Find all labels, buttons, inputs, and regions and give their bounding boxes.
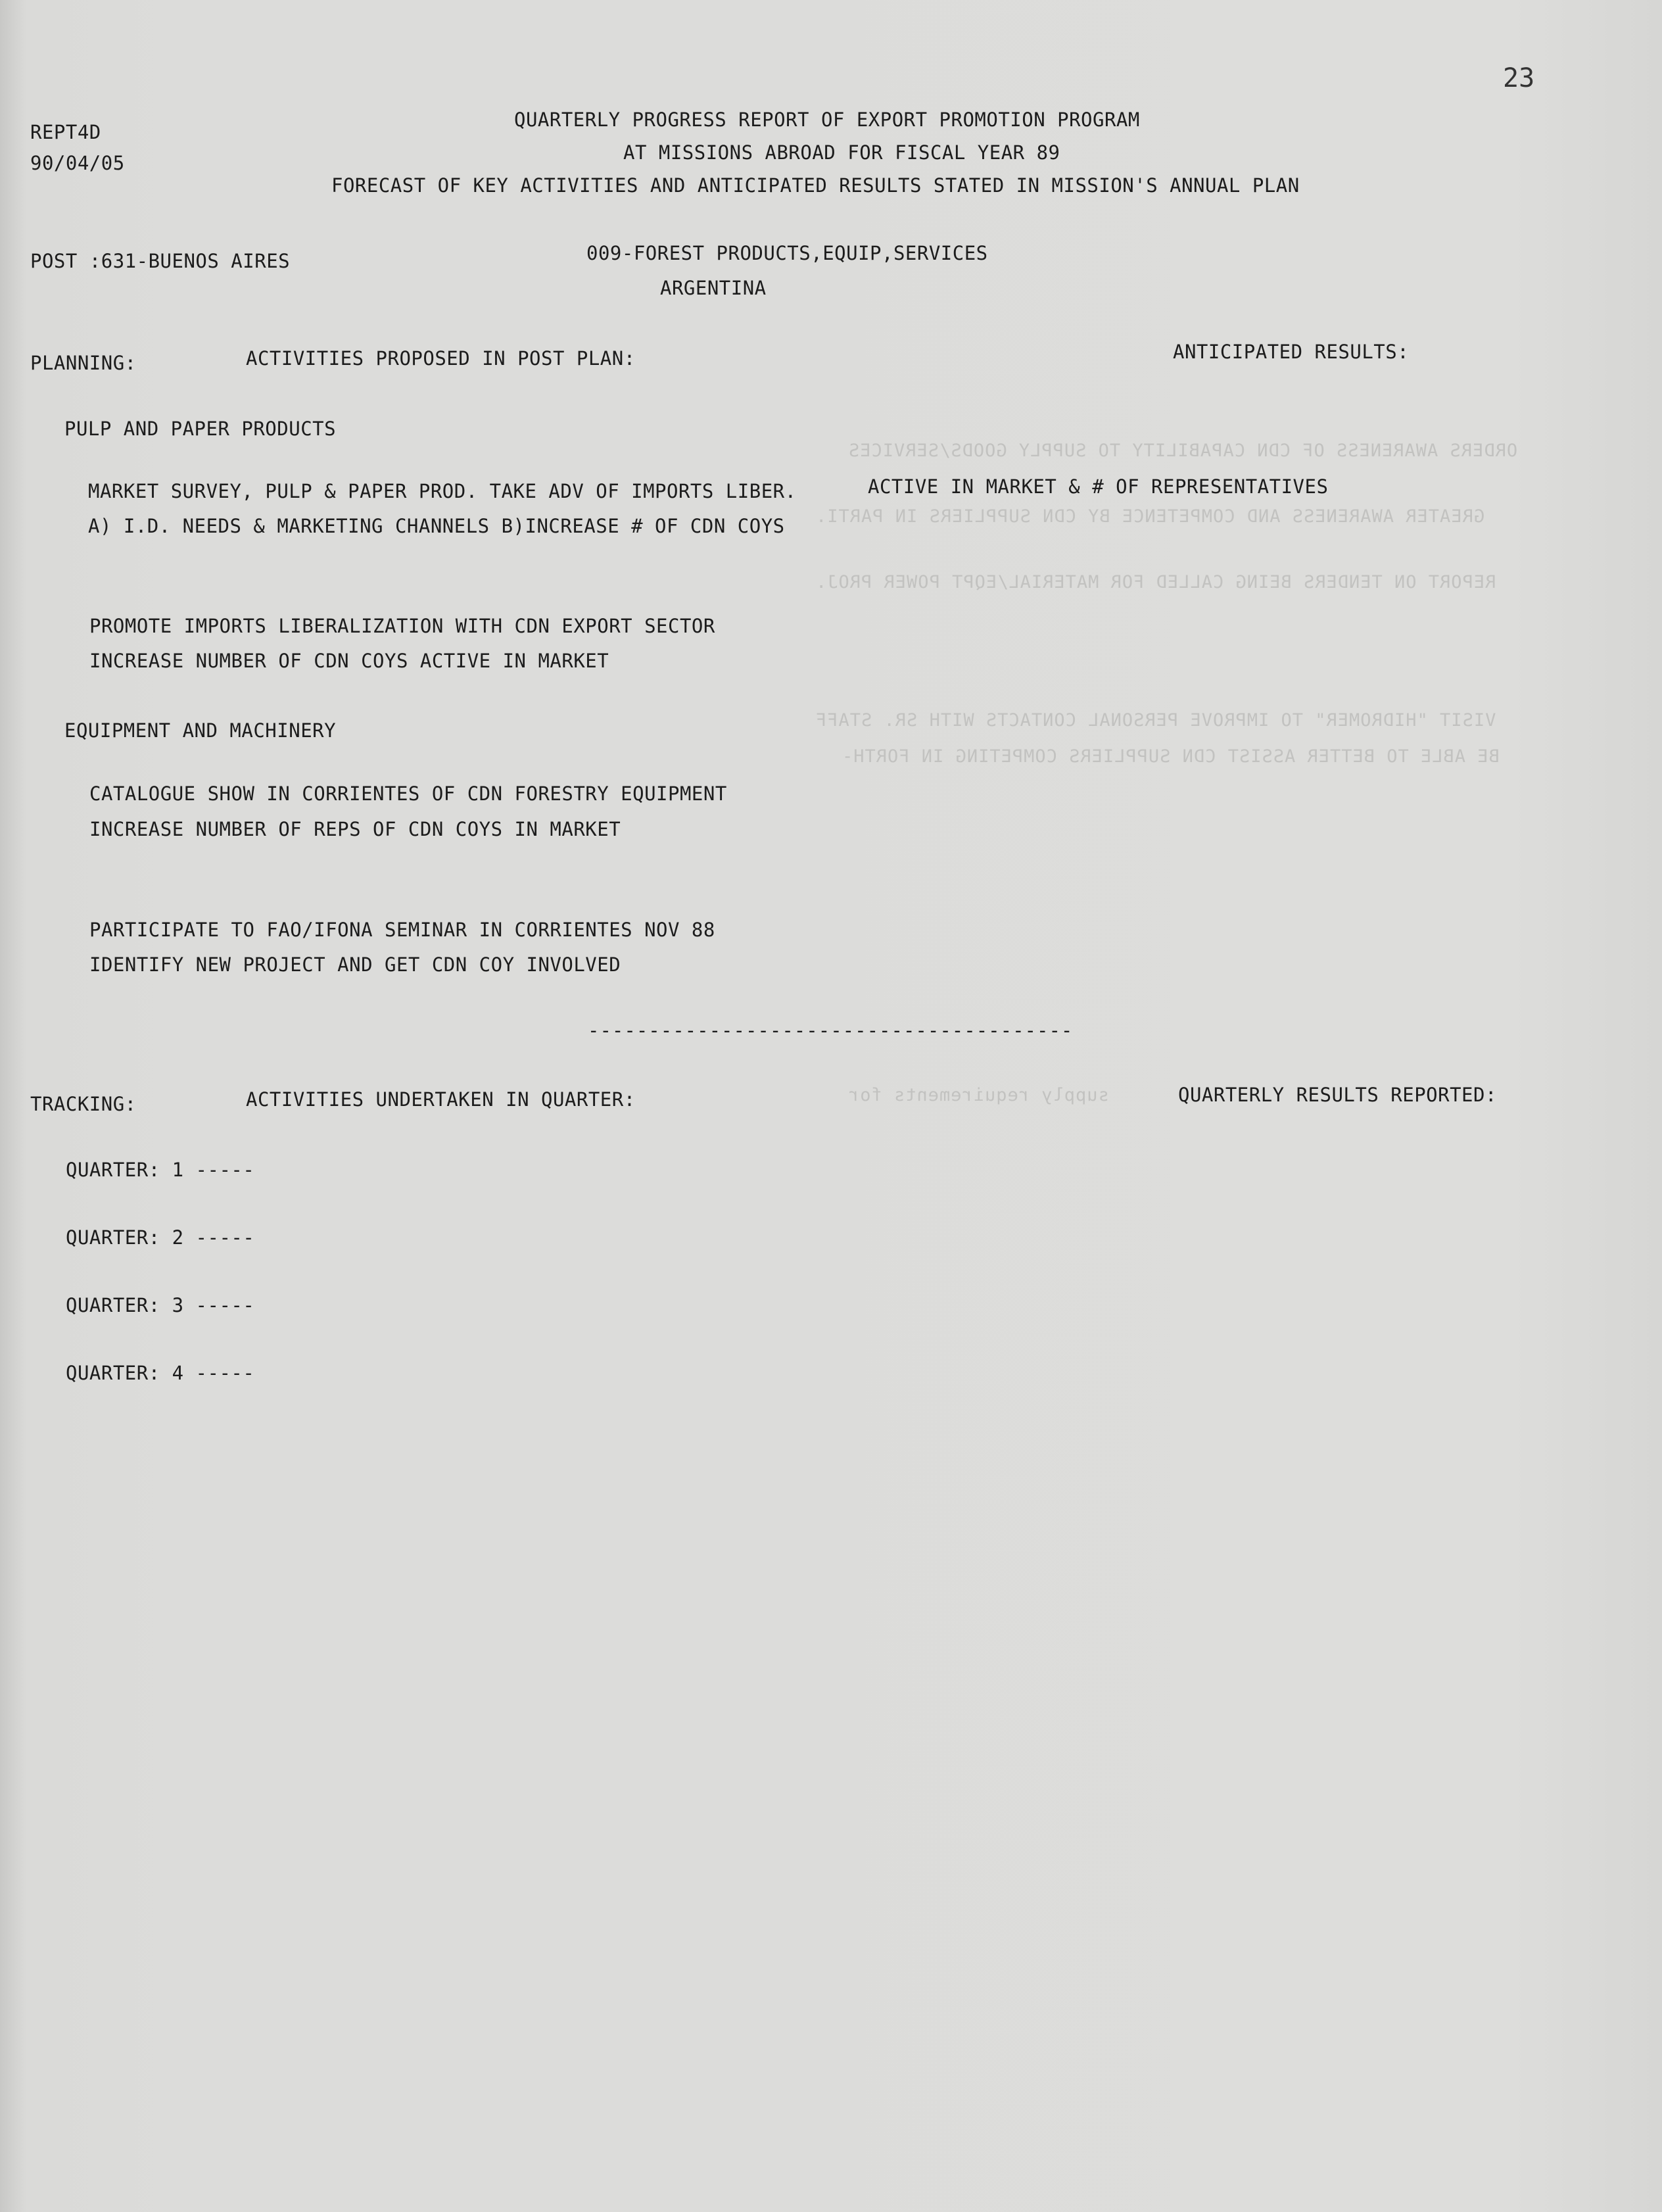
- activity-2-line-1: PROMOTE IMPORTS LIBERALIZATION WITH CDN EXPORT SECTOR: [89, 615, 715, 637]
- activity-3-line-1: CATALOGUE SHOW IN CORRIENTES OF CDN FORESTRY EQUIPMENT: [89, 782, 727, 805]
- report-date: 90/04/05: [30, 152, 125, 174]
- activity-1-line-2: A) I.D. NEEDS & MARKETING CHANNELS B)INCREASE # OF CDN COYS: [88, 515, 785, 537]
- planning-label: PLANNING:: [30, 352, 137, 374]
- activity-1-result: ACTIVE IN MARKET & # OF REPRESENTATIVES: [868, 475, 1329, 498]
- section-title-equipment: EQUIPMENT AND MACHINERY: [64, 719, 337, 742]
- section-title-pulp-paper: PULP AND PAPER PRODUCTS: [64, 418, 337, 440]
- bleed-through-text: BE ABLE TO BETTER ASSIST CDN SUPPLIERS COMPETING IN FORTH-: [842, 746, 1500, 767]
- quarter-1: QUARTER: 1 -----: [66, 1159, 255, 1181]
- bleed-through-text: GREATER AWARENESS AND COMPETENCE BY CDN SUPPLIERS IN PARTI.: [815, 506, 1485, 527]
- planning-activities-header: ACTIVITIES PROPOSED IN POST PLAN:: [246, 347, 636, 370]
- tracking-label: TRACKING:: [30, 1093, 137, 1115]
- activity-4-line-2: IDENTIFY NEW PROJECT AND GET CDN COY INVOLVED: [89, 953, 621, 976]
- bleed-through-text: VISIT "HIDROMER" TO IMPROVE PERSONAL CONTACTS WITH SR. STAFF: [815, 710, 1496, 731]
- country-label: ARGENTINA: [660, 277, 767, 299]
- bleed-through-text: ORDERS AWARENESS OF CDN CAPABILITY TO SUPPLY GOODS/SERVICES: [848, 441, 1518, 461]
- report-title-line-2: AT MISSIONS ABROAD FOR FISCAL YEAR 89: [623, 141, 1060, 164]
- report-id: REPT4D: [30, 121, 101, 143]
- quarter-3: QUARTER: 3 -----: [66, 1294, 255, 1316]
- report-title-line-1: QUARTERLY PROGRESS REPORT OF EXPORT PROMOTION PROGRAM: [514, 108, 1140, 131]
- report-title-line-3: FORECAST OF KEY ACTIVITIES AND ANTICIPATED RESULTS STATED IN MISSION'S ANNUAL PLAN: [331, 174, 1300, 197]
- sector-label: 009-FOREST PRODUCTS,EQUIP,SERVICES: [586, 242, 988, 264]
- section-divider: ----------------------------------------: [588, 1019, 1074, 1042]
- page-number: 23: [1503, 63, 1535, 93]
- bleed-through-text: supply requirements for: [848, 1085, 1109, 1105]
- activity-3-line-2: INCREASE NUMBER OF REPS OF CDN COYS IN MARKET: [89, 818, 621, 840]
- activity-4-line-1: PARTICIPATE TO FAO/IFONA SEMINAR IN CORRIENTES NOV 88: [89, 919, 715, 941]
- activity-1-line-1: MARKET SURVEY, PULP & PAPER PROD. TAKE ADV OF IMPORTS LIBER.: [88, 480, 797, 502]
- post-label: POST :631-BUENOS AIRES: [30, 250, 291, 272]
- quarter-4: QUARTER: 4 -----: [66, 1362, 255, 1384]
- tracking-activities-header: ACTIVITIES UNDERTAKEN IN QUARTER:: [246, 1088, 636, 1111]
- quarter-2: QUARTER: 2 -----: [66, 1226, 255, 1249]
- activity-2-line-2: INCREASE NUMBER OF CDN COYS ACTIVE IN MARKET: [89, 650, 609, 672]
- planning-results-header: ANTICIPATED RESULTS:: [1173, 341, 1410, 363]
- tracking-results-header: QUARTERLY RESULTS REPORTED:: [1178, 1084, 1497, 1106]
- bleed-through-text: REPORT ON TENDERS BEING CALLED FOR MATERIAL/EQPT POWER PROJ.: [815, 572, 1496, 592]
